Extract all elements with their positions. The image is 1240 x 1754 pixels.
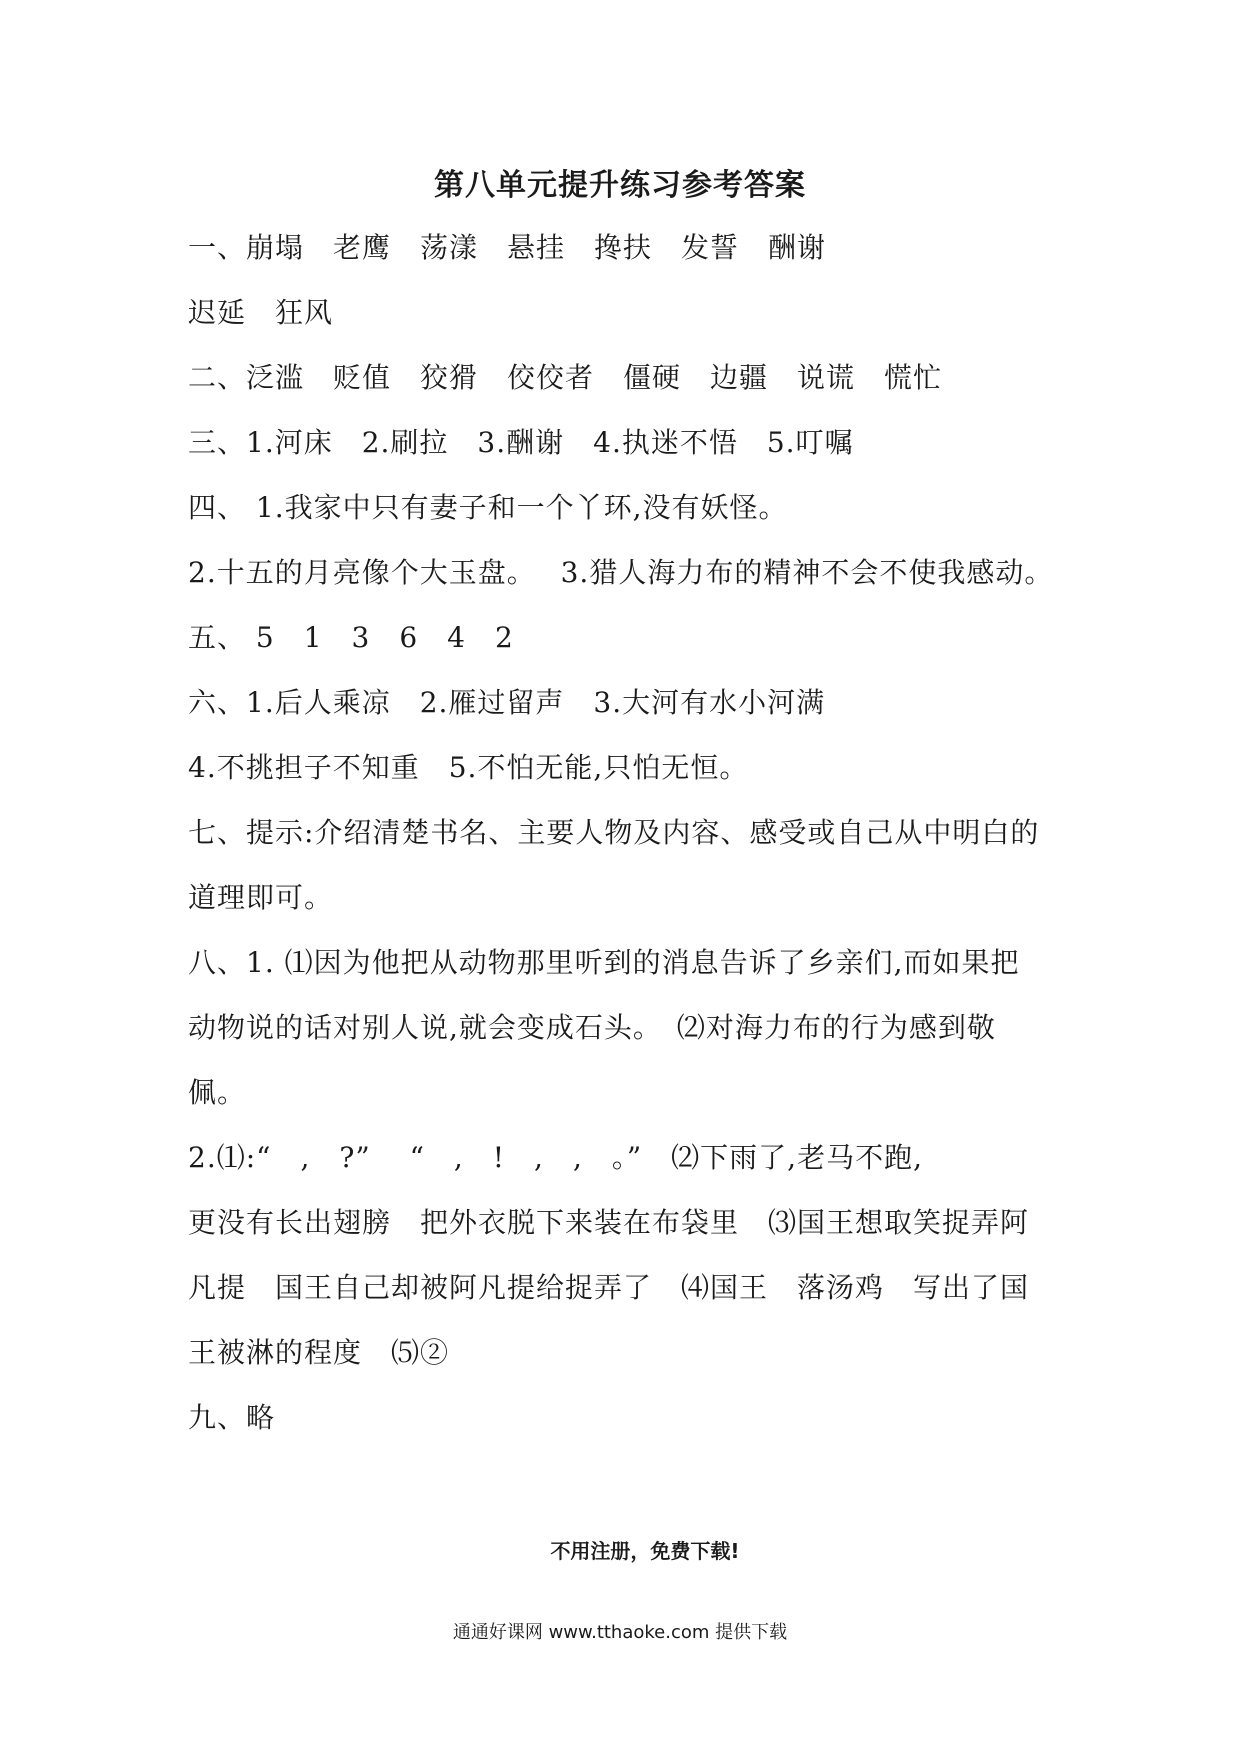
answer-line-3: 二、泛滥 贬值 狡猾 佼佼者 僵硬 边疆 说谎 慌忙: [188, 361, 943, 394]
answer-line-13: 动物说的话对别人说,就会变成石头。 ⑵对海力布的行为感到敬: [188, 1011, 996, 1044]
promo-text: 不用注册，免费下载!: [550, 1539, 740, 1563]
answer-line-17: 凡提 国王自己却被阿凡提给捉弄了 ⑷国王 落汤鸡 写出了国: [188, 1271, 1030, 1304]
answer-line-12: 八、1. ⑴因为他把从动物那里听到的消息告诉了乡亲们,而如果把: [188, 946, 1020, 979]
answer-line-10: 七、提示:介绍清楚书名、主要人物及内容、感受或自己从中明白的: [188, 816, 1040, 849]
answer-line-15: 2.⑴:“ , ?” “ , ! , , 。” ⑵下雨了,老马不跑,: [188, 1141, 923, 1174]
answer-line-1: 一、崩塌 老鹰 荡漾 悬挂 搀扶 发誓 酬谢: [188, 231, 827, 264]
answer-line-2: 迟延 狂风: [188, 296, 334, 329]
answer-line-7: 五、 5 1 3 6 4 2: [188, 621, 514, 654]
footer-text: 通通好课网 www.tthaoke.com 提供下载: [452, 1622, 788, 1643]
answer-line-14: 佩。: [188, 1076, 247, 1109]
answer-line-5: 四、 1.我家中只有妻子和一个丫环,没有妖怪。: [188, 491, 788, 524]
answer-line-18: 王被淋的程度 ⑸②: [188, 1336, 450, 1369]
answer-line-9: 4.不挑担子不知重 5.不怕无能,只怕无恒。: [188, 751, 749, 784]
answer-line-19: 九、略: [188, 1401, 276, 1434]
answer-line-8: 六、1.后人乘凉 2.雁过留声 3.大河有水小河满: [188, 686, 826, 719]
answer-line-11: 道理即可。: [188, 881, 334, 914]
answer-line-6: 2.十五的月亮像个大玉盘。 3.猎人海力布的精神不会不使我感动。: [188, 556, 1054, 589]
answer-line-16: 更没有长出翅膀 把外衣脱下来装在布袋里 ⑶国王想取笑捉弄阿: [188, 1206, 1030, 1239]
answer-line-4: 三、1.河床 2.刷拉 3.酬谢 4.执迷不悟 5.叮嘱: [188, 426, 854, 459]
page-title: 第八单元提升练习参考答案: [434, 168, 806, 203]
